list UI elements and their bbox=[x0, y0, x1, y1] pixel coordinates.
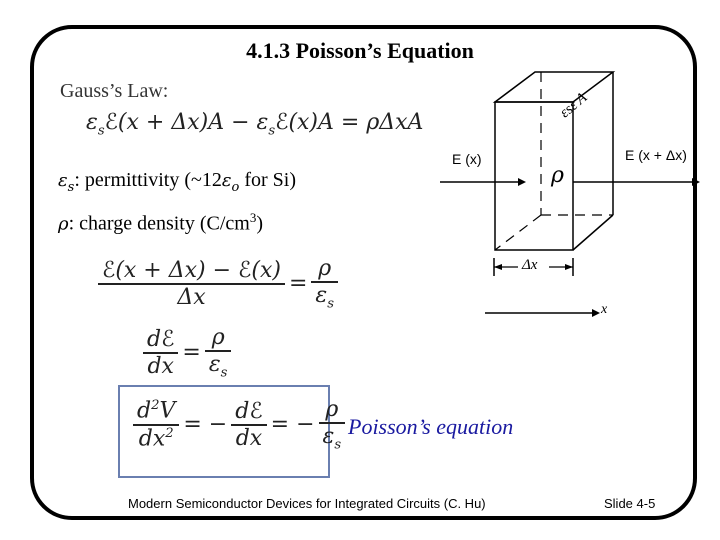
e-left-label: E (x) bbox=[452, 151, 482, 167]
dx-label: Δx bbox=[522, 257, 538, 273]
field-derivative-equation: $\frac{\text{dℰ}}{dx}$ = $\frac{\rho}{\varepsilon_s}$ bbox=[143, 325, 231, 381]
poisson-caption: Poisson’s equation bbox=[348, 414, 514, 439]
slide-number: Slide 4-5 bbox=[604, 496, 656, 511]
footer-reference: Modern Semiconductor Devices for Integrated Circuits (C. Hu) bbox=[128, 496, 486, 511]
definitions bbox=[58, 165, 296, 240]
area-label: εsε A bbox=[557, 89, 591, 122]
gauss-law-label: Gauss’s Law: bbox=[60, 80, 169, 102]
difference-quotient-equation: $\frac{\text{ℰ(x + Δx) − ℰ(x)}}{\Delta x}$ = $\frac{\rho}{\varepsilon_s}$ bbox=[98, 256, 338, 312]
e-right-label: E (x + Δx) bbox=[625, 147, 687, 163]
gauss-law-equation: $\varepsilon_sℰ(x + \Delta x)A$ − $\varepsilon_sℰ(x)A = \rho\Delta xA$ bbox=[86, 110, 424, 139]
slide-title: 4.1.3 Poisson’s Equation bbox=[246, 38, 474, 63]
x-axis-label: x bbox=[601, 302, 608, 317]
poisson-equation: $\frac{d^2V}{dx^2}$ = − $\frac{\text{dℰ}}{dx}$ = − $\frac{\rho}{\varepsilon_s}$ bbox=[133, 397, 345, 453]
rho-label: ρ bbox=[551, 163, 564, 188]
charge-density-definition: ρ: charge density $(C/cm^3)$ bbox=[58, 210, 264, 235]
permittivity-definition: $\varepsilon_s$: permittivity ($\sim 12\varepsilon_o$ for Si) bbox=[58, 169, 296, 195]
